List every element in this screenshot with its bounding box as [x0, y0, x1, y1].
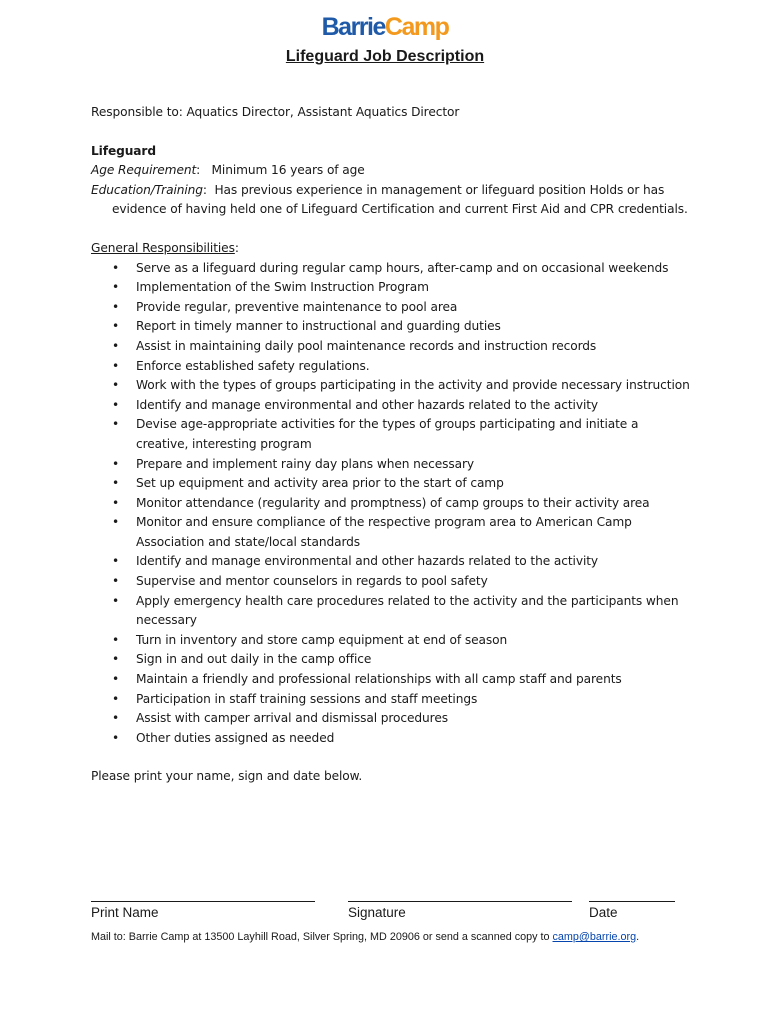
list-item: • Sign in and out daily in the camp office [91, 650, 691, 670]
mail-instructions [91, 929, 711, 945]
position-heading: Lifeguard [91, 143, 156, 158]
list-item: • Other duties assigned as needed [91, 729, 691, 749]
list-item: • Participation in staff training sessions and staff meetings [91, 690, 691, 710]
responsible-to: Responsible to: Aquatics Director, Assistant Aquatics Director [91, 105, 460, 119]
list-item: • Monitor attendance (regularity and promptness) of camp groups to their activity area [91, 494, 691, 514]
signature-label: Signature [348, 905, 406, 920]
signature-line[interactable] [348, 891, 572, 902]
list-item: • Monitor and ensure compliance of the respective program area to American Camp Association and state/local standards [91, 513, 691, 552]
list-item: • Maintain a friendly and professional relationships with all camp staff and parents [91, 670, 691, 690]
list-item: • Identify and manage environmental and other hazards related to the activity [91, 552, 691, 572]
age-value: Minimum 16 years of age [211, 163, 365, 178]
mail-text: Mail to: Barrie Camp at 13500 Layhill Road, Silver Spring, MD 20906 or send a scanned copy to [91, 931, 553, 943]
print-name-field[interactable] [91, 891, 315, 921]
list-item: • Set up equipment and activity area prior to the start of camp [91, 474, 691, 494]
logo-barrie: Barrie [321, 13, 385, 41]
education-label: Education/Training [91, 182, 203, 197]
page-title: Lifeguard Job Description [285, 48, 485, 65]
list-item: • Report in timely manner to instructional and guarding duties [91, 317, 691, 337]
education-sep: : [202, 182, 215, 197]
list-item: • Enforce established safety regulations. [91, 357, 691, 377]
list-item: • Work with the types of groups participating in the activity and provide necessary instruction [91, 376, 691, 396]
list-item: • Devise age-appropriate activities for the types of groups participating and initiate a creative, interesting program [91, 415, 691, 454]
age-requirement [91, 161, 691, 181]
list-item: • Assist with camper arrival and dismissal procedures [91, 709, 691, 729]
age-label: Age Requirement [91, 163, 197, 178]
list-item: • Apply emergency health care procedures related to the activity and the participants when necessary [91, 592, 691, 631]
list-item: • Identify and manage environmental and other hazards related to the activity [91, 396, 691, 416]
sign-instruction: Please print your name, sign and date below. [91, 769, 363, 784]
date-label: Date [589, 905, 618, 920]
education-value: Has previous experience in management or lifeguard position Holds or has evidence of having held one of Lifeguard Certification and current First Aid and CPR credentials. [112, 182, 688, 217]
age-sep: : [196, 163, 212, 178]
general-responsibilities-heading [91, 239, 691, 259]
list-item: • Implementation of the Swim Instruction Program [91, 278, 691, 298]
print-name-label: Print Name [91, 905, 159, 920]
list-item: • Supervise and mentor counselors in regards to pool safety [91, 572, 691, 592]
mail-end: . [636, 931, 640, 943]
logo-camp: Camp [384, 13, 449, 41]
print-name-line[interactable] [91, 891, 315, 902]
general-label: General Responsibilities [91, 240, 235, 255]
list-item: • Assist in maintaining daily pool maintenance records and instruction records [91, 337, 691, 357]
general-colon: : [234, 240, 239, 255]
date-line[interactable] [589, 891, 675, 902]
education-training [91, 181, 691, 220]
barrie-camp-logo [0, 12, 770, 42]
list-item: • Prepare and implement rainy day plans when necessary [91, 455, 691, 475]
document-body [91, 103, 691, 787]
date-field[interactable] [589, 891, 675, 921]
list-item: • Serve as a lifeguard during regular camp hours, after-camp and on occasional weekends [91, 259, 691, 279]
list-item: • Turn in inventory and store camp equipment at end of season [91, 631, 691, 651]
list-item: • Provide regular, preventive maintenance to pool area [91, 298, 691, 318]
email-link[interactable]: camp@barrie.org [552, 931, 637, 943]
signature-field[interactable] [348, 891, 572, 921]
responsibilities-list [91, 259, 691, 749]
